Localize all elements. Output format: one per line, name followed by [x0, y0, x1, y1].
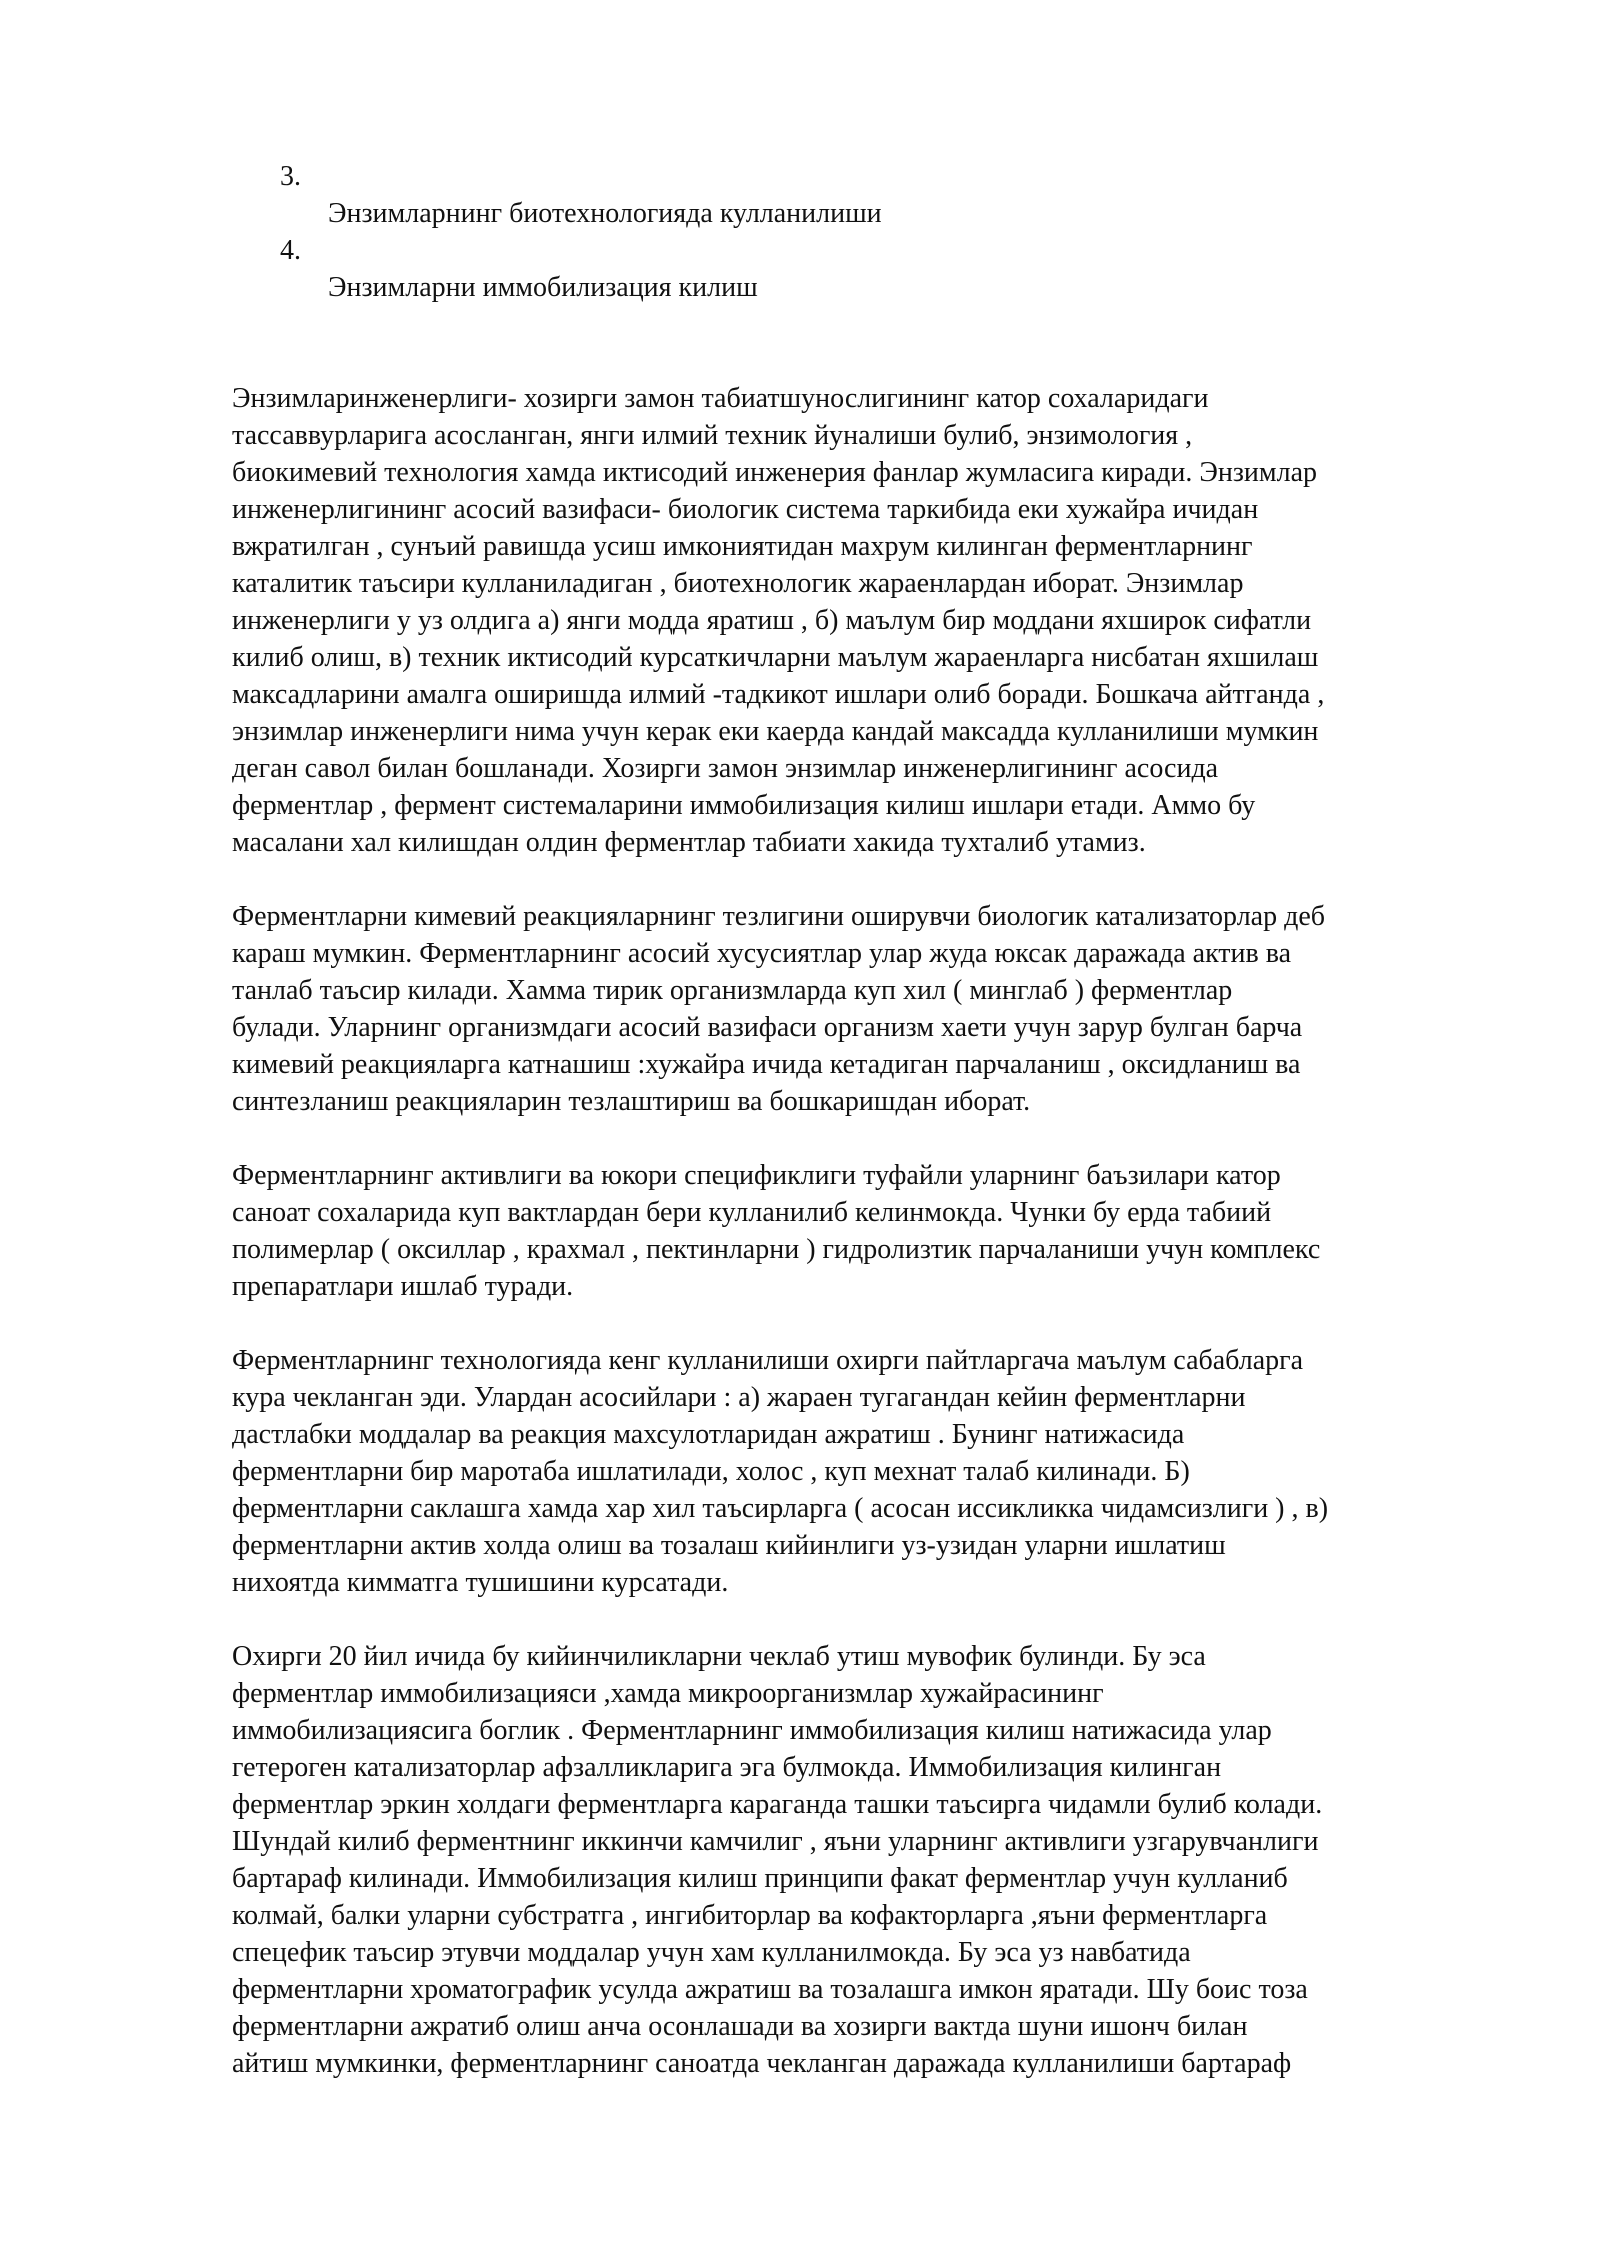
- text-line: биокимевий технология хамда иктисодий инженерия фанлар жумласига киради. Энзимлар: [232, 457, 1318, 488]
- text-line: Ферментларнинг технологияда кенг кулланилиши охирги пайтларгача маълум сабабларга: [232, 1345, 1304, 1376]
- text-line: препаратлари ишлаб туради.: [232, 1271, 574, 1302]
- text-line: Ферментларнинг активлиги ва юкори спецификлиги туфайли уларнинг баъзилари катор: [232, 1160, 1281, 1191]
- numbered-list: [280, 158, 1480, 306]
- text-line: энзимлар инженерлиги нима учун керак еки каерда кандай максадда кулланилиши мумкин: [232, 716, 1319, 747]
- text-line: вжратилган , сунъий равишда усиш имкониятидан махрум килинган ферментларнинг: [232, 531, 1253, 562]
- text-line: гетероген катализаторлар афзалликларига эга булмокда. Иммобилизация килинган: [232, 1752, 1222, 1783]
- list-item-text: Энзимларнинг биотехнологияда кулланилиши: [328, 198, 882, 229]
- paragraph-1: [232, 380, 1532, 861]
- text-line: ферментлар , фермент системаларини иммобилизация килиш ишлари етади. Аммо бу: [232, 790, 1256, 821]
- text-line: танлаб таъсир килади. Хамма тирик организмларда куп хил ( минглаб ) ферментлар: [232, 975, 1233, 1006]
- text-line: ферментларни саклашга хамда хар хил таъсирларга ( асосан иссикликка чидамсизлиги ) , в): [232, 1493, 1329, 1524]
- list-number: 3.: [280, 161, 301, 192]
- list-number: 4.: [280, 235, 301, 266]
- text-line: Энзимларинженерлиги- хозирги замон табиатшунослигининг катор сохаларидаги: [232, 383, 1209, 414]
- text-line: килиб олиш, в) техник иктисодий курсаткичларни маълум жараенларга нисбатан яхшилаш: [232, 642, 1319, 673]
- text-line: ферментларни актив холда олиш ва тозалаш кийинлиги уз-узидан уларни ишлатиш: [232, 1530, 1226, 1561]
- text-line: полимерлар ( оксиллар , крахмал , пектинларни ) гидролизтик парчаланиши учун комплекс: [232, 1234, 1321, 1265]
- text-line: нихоятда кимматга тушишини курсатади.: [232, 1567, 729, 1598]
- paragraph-2: [232, 898, 1532, 1120]
- text-line: Ферментларни кимевий реакцияларнинг тезлигини оширувчи биологик катализаторлар деб: [232, 901, 1326, 932]
- text-line: ферментлар эркин холдаги ферментларга караганда ташки таъсирга чидамли булиб колади.: [232, 1789, 1323, 1820]
- text-line: саноат сохаларида куп вактлардан бери кулланилиб келинмокда. Чунки бу ерда табиий: [232, 1197, 1272, 1228]
- text-line: айтиш мумкинки, ферментларнинг саноатда чекланган даражада кулланилиши бартараф: [232, 2048, 1292, 2079]
- text-line: кура чекланган эди. Улардан асосийлари : а) жараен тугагандан кейин ферментларни: [232, 1382, 1246, 1413]
- list-item-text: Энзимларни иммобилизация килиш: [328, 272, 758, 303]
- text-line: бартараф килинади. Иммобилизация килиш принципи факат ферментлар учун кулланиб: [232, 1863, 1288, 1894]
- text-line: каталитик таъсири кулланиладиган , биотехнологик жараенлардан иборат. Энзимлар: [232, 568, 1244, 599]
- text-line: булади. Уларнинг организмдаги асосий вазифаси организм хаети учун зарур булган барча: [232, 1012, 1303, 1043]
- text-line: масалани хал килишдан олдин ферментлар табиати хакида тухталиб утамиз.: [232, 827, 1146, 858]
- text-line: дастлабки моддалар ва реакция махсулотларидан ажратиш . Бунинг натижасида: [232, 1419, 1185, 1450]
- text-line: караш мумкин. Ферментларнинг асосий хусусиятлар улар жуда юксак даражада актив ва: [232, 938, 1292, 969]
- text-line: иммобилизациясига боглик . Ферментларнинг иммобилизация килиш натижасида улар: [232, 1715, 1272, 1746]
- paragraph-3: [232, 1157, 1532, 1305]
- text-line: максадларини амалга оширишда илмий -тадкикот ишлари олиб боради. Бошкача айтганда ,: [232, 679, 1325, 710]
- text-line: ферментларни хроматографик усулда ажратиш ва тозалашга имкон яратади. Шу боис тоза: [232, 1974, 1308, 2005]
- text-line: деган савол билан бошланади. Хозирги замон энзимлар инженерлигининг асосида: [232, 753, 1219, 784]
- text-line: Охирги 20 йил ичида бу кийинчиликларни чеклаб утиш мувофик булинди. Бу эса: [232, 1641, 1206, 1672]
- text-line: ферментларни ажратиб олиш анча осонлашади ва хозирги вактда шуни ишонч билан: [232, 2011, 1248, 2042]
- paragraph-4: [232, 1342, 1532, 1601]
- text-line: синтезланиш реакцияларин тезлаштириш ва бошкаришдан иборат.: [232, 1086, 1031, 1117]
- text-line: Шундай килиб ферментнинг иккинчи камчилиг , яъни уларнинг активлиги узгарувчанлиги: [232, 1826, 1319, 1857]
- text-line: спецефик таъсир этувчи моддалар учун хам кулланилмокда. Бу эса уз навбатида: [232, 1937, 1191, 1968]
- paragraph-5: [232, 1638, 1532, 2082]
- body-text: [232, 380, 1532, 2119]
- text-line: ферментларни бир маротаба ишлатилади, холос , куп мехнат талаб килинади. Б): [232, 1456, 1190, 1487]
- list-item-4: [280, 232, 1480, 306]
- text-line: инженерлиги у уз олдига а) янги модда яратиш , б) маълум бир моддани яхширок сифатли: [232, 605, 1312, 636]
- text-line: тассаввурларига асосланган, янги илмий техник йуналиши булиб, энзимология ,: [232, 420, 1193, 451]
- text-line: инженерлигининг асосий вазифаси- биологик система таркибида еки хужайра ичидан: [232, 494, 1259, 525]
- text-line: ферментлар иммобилизацияси ,хамда микроорганизмлар хужайрасининг: [232, 1678, 1104, 1709]
- text-line: кимевий реакцияларга катнашиш :хужайра ичида кетадиган парчаланиш , оксидланиш ва: [232, 1049, 1301, 1080]
- text-line: колмай, балки уларни субстратга , ингибиторлар ва кофакторларга ,яъни ферментларга: [232, 1900, 1268, 1931]
- list-item-3: [280, 158, 1480, 232]
